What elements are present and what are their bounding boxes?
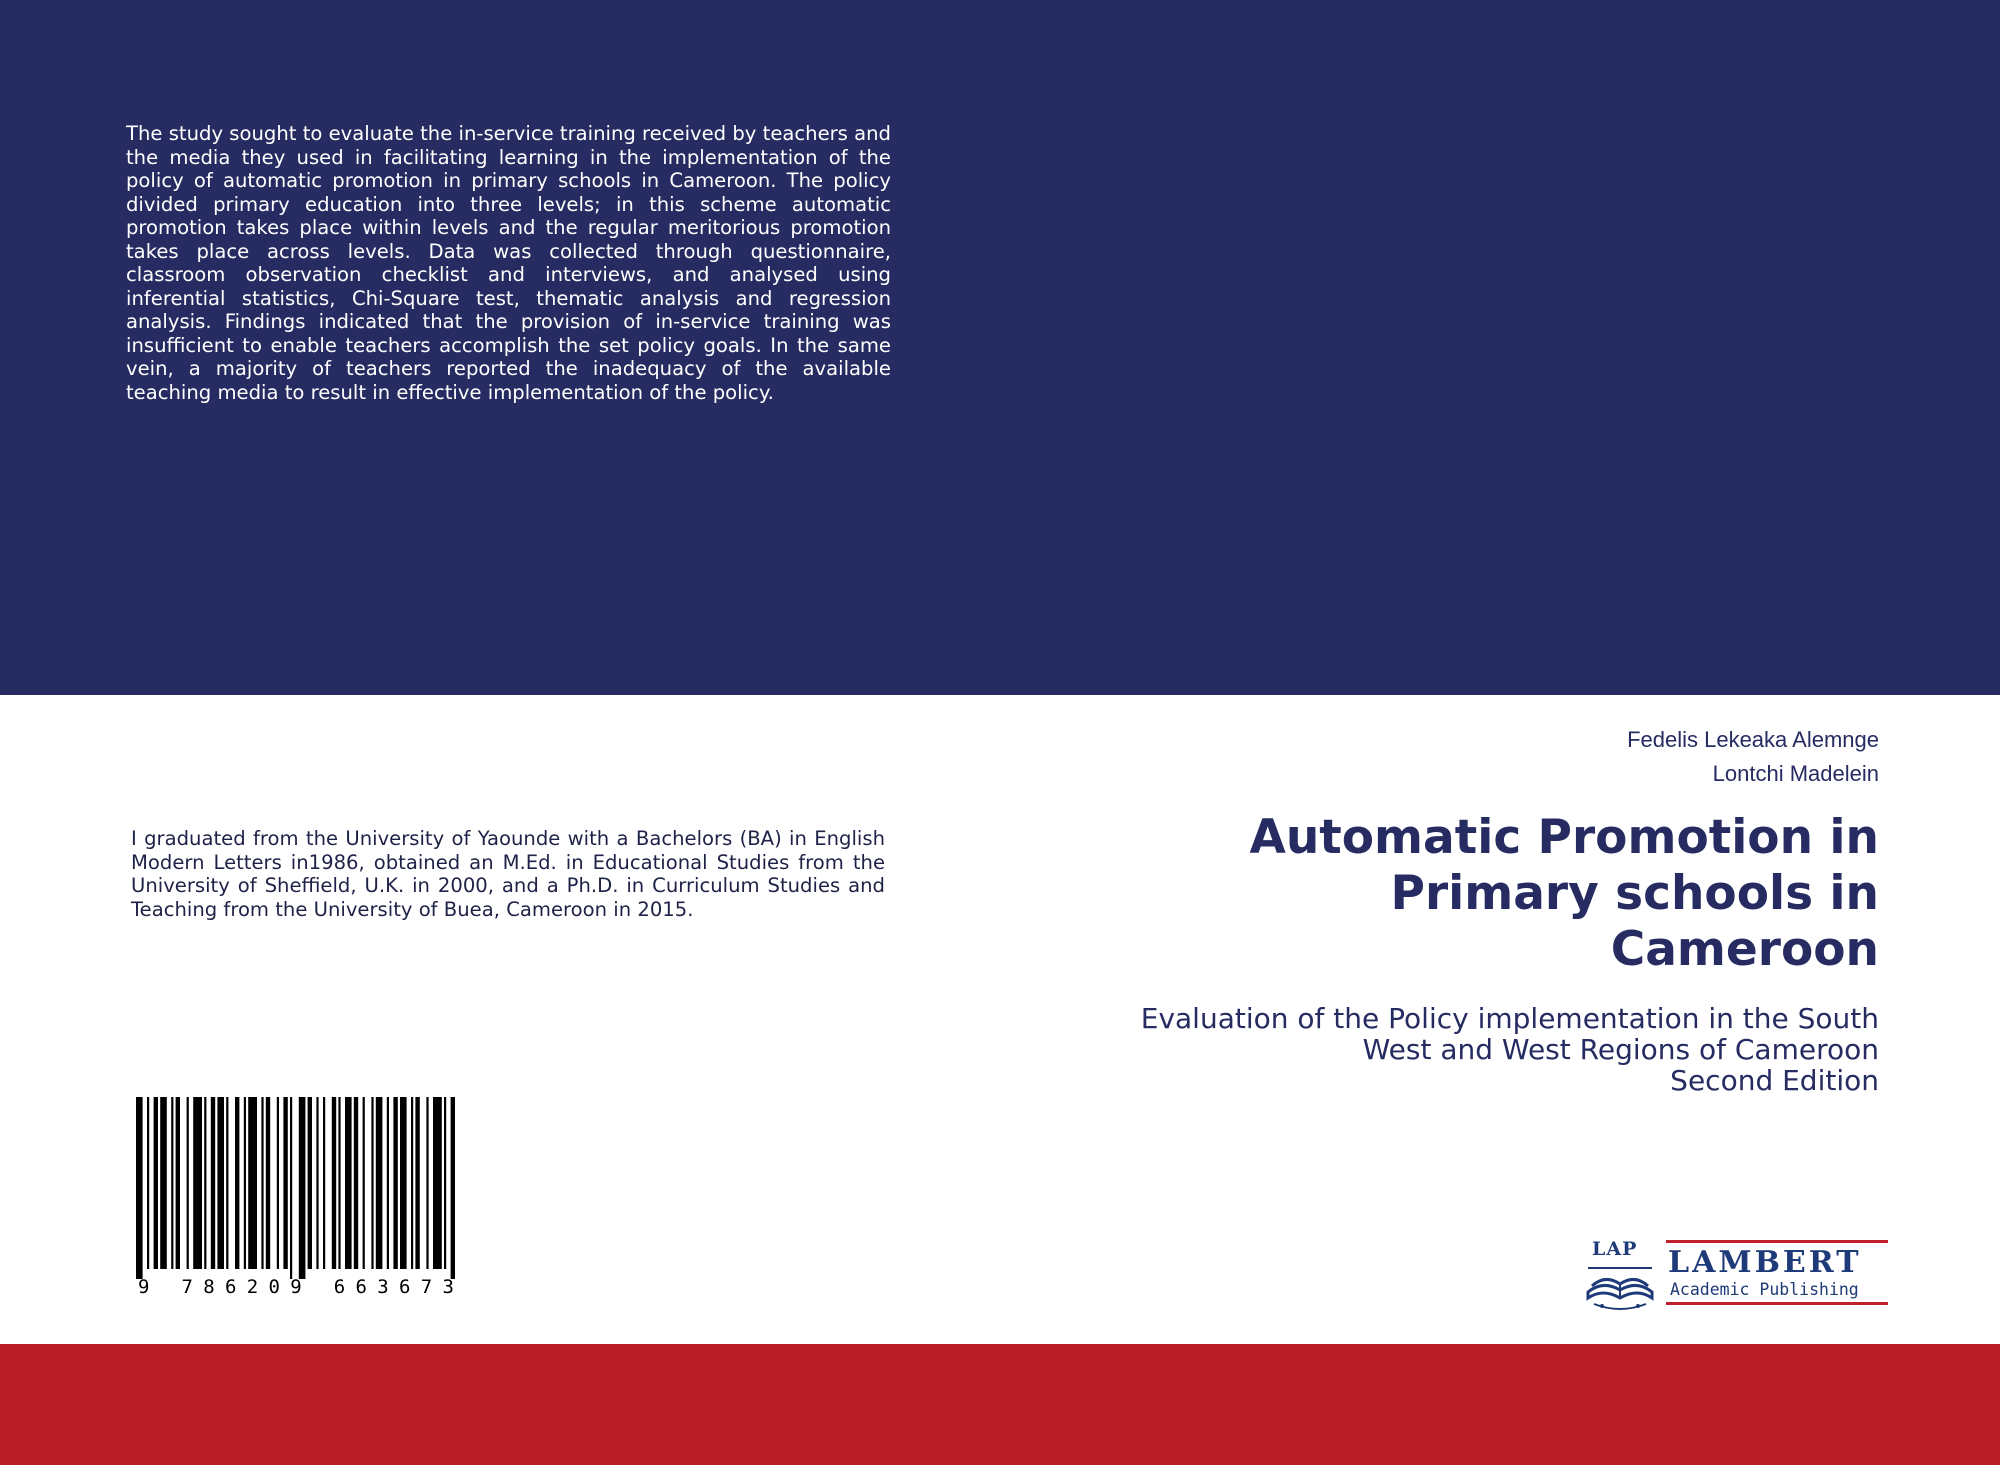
- barcode-bar: [147, 1097, 149, 1269]
- back-cover-abstract: The study sought to evaluate the in-service training received by teachers and the media they used in facilitating learning in the implementation of the policy of automatic promotion in primary schools in Cameroon. The policy divided primary education into three levels; in this scheme automatic promotion takes place within levels and the regular meritorious promotion takes place across levels. Data was collected through questionnaire, classroom observation checklist and interviews, and analysed using inferential statistics, Chi-Square test, thematic analysis and regression analysis. Findings indicated that the provision of in-service training was insufficient to enable teachers accomplish the set policy goals. In the same vein, a majority of teachers reported the inadequacy of the available teaching media to result in effective implementation of the policy.: [126, 122, 891, 404]
- publisher-name: LAMBERT: [1668, 1245, 1862, 1280]
- barcode-bar: [400, 1097, 407, 1269]
- author-bio: I graduated from the University of Yaounde with a Bachelors (BA) in English Modern Letters in1986, obtained an M.Ed. in Educational Studies from the University of Sheffield, U.K. in 2000, and a Ph.D. in Curriculum Studies and Teaching from the University of Buea, Cameroon in 2015.: [131, 827, 885, 921]
- barcode-bar: [235, 1097, 239, 1269]
- barcode-bar: [160, 1097, 167, 1269]
- barcode-bar: [308, 1097, 312, 1269]
- barcode-bar: [171, 1097, 173, 1269]
- barcode-bar: [211, 1097, 215, 1269]
- barcode-bar: [376, 1097, 383, 1269]
- barcode-bar: [136, 1097, 143, 1279]
- barcode-bar: [154, 1097, 158, 1269]
- barcode-bar: [387, 1097, 389, 1269]
- book-title: Automatic Promotion in Primary schools in Cameroon: [1249, 810, 1879, 977]
- book-subtitle: [1059, 1003, 1879, 1096]
- barcode-bar: [176, 1097, 180, 1269]
- barcode-bar: [299, 1097, 306, 1279]
- isbn-barcode: [126, 1097, 466, 1299]
- lap-emblem-text: LAP: [1592, 1238, 1638, 1260]
- author-name: Lontchi Madelein: [1712, 761, 1879, 786]
- barcode-bar: [332, 1097, 336, 1269]
- author-list: [1627, 723, 1879, 791]
- barcode-bar: [338, 1097, 340, 1269]
- publisher-tagline: Academic Publishing: [1670, 1280, 1859, 1299]
- barcode-bar: [217, 1097, 224, 1269]
- barcode-bar: [204, 1097, 206, 1269]
- barcode-bar: [323, 1097, 325, 1269]
- barcode-bar: [426, 1097, 428, 1269]
- barcode-bar: [193, 1097, 202, 1269]
- isbn-digits: 9 786209 663673: [138, 1276, 454, 1298]
- barcode-graphic: [126, 1097, 466, 1299]
- barcode-bar: [248, 1097, 257, 1269]
- barcode-bar: [316, 1097, 318, 1269]
- logo-bottom-rule: [1666, 1302, 1888, 1305]
- barcode-bar: [433, 1097, 442, 1269]
- bottom-red-band: [0, 1344, 2000, 1465]
- subtitle-line: West and West Regions of Cameroon: [1362, 1033, 1879, 1066]
- barcode-bar: [415, 1097, 419, 1269]
- logo-top-rule: [1666, 1240, 1888, 1243]
- barcode-bar: [371, 1097, 373, 1269]
- barcode-bar: [187, 1097, 189, 1269]
- barcode-bar: [266, 1097, 270, 1269]
- author-name: Fedelis Lekeaka Alemnge: [1627, 727, 1879, 752]
- barcode-bar: [244, 1097, 246, 1269]
- publisher-logo: [1578, 1234, 1890, 1312]
- barcode-bar: [345, 1097, 352, 1269]
- subtitle-line: Second Edition: [1670, 1064, 1879, 1097]
- barcode-bar: [261, 1097, 263, 1269]
- barcode-bar: [411, 1097, 413, 1269]
- barcode-bar: [277, 1097, 279, 1269]
- barcode-bar: [226, 1097, 228, 1269]
- barcode-bar: [444, 1097, 446, 1269]
- barcode-bar: [393, 1097, 397, 1269]
- barcode-bar: [283, 1097, 287, 1269]
- subtitle-line: Evaluation of the Policy implementation in the South: [1140, 1002, 1879, 1035]
- barcode-bar: [290, 1097, 292, 1279]
- barcode-bar: [354, 1097, 358, 1269]
- barcode-bar: [451, 1097, 455, 1279]
- barcode-bar: [363, 1097, 365, 1269]
